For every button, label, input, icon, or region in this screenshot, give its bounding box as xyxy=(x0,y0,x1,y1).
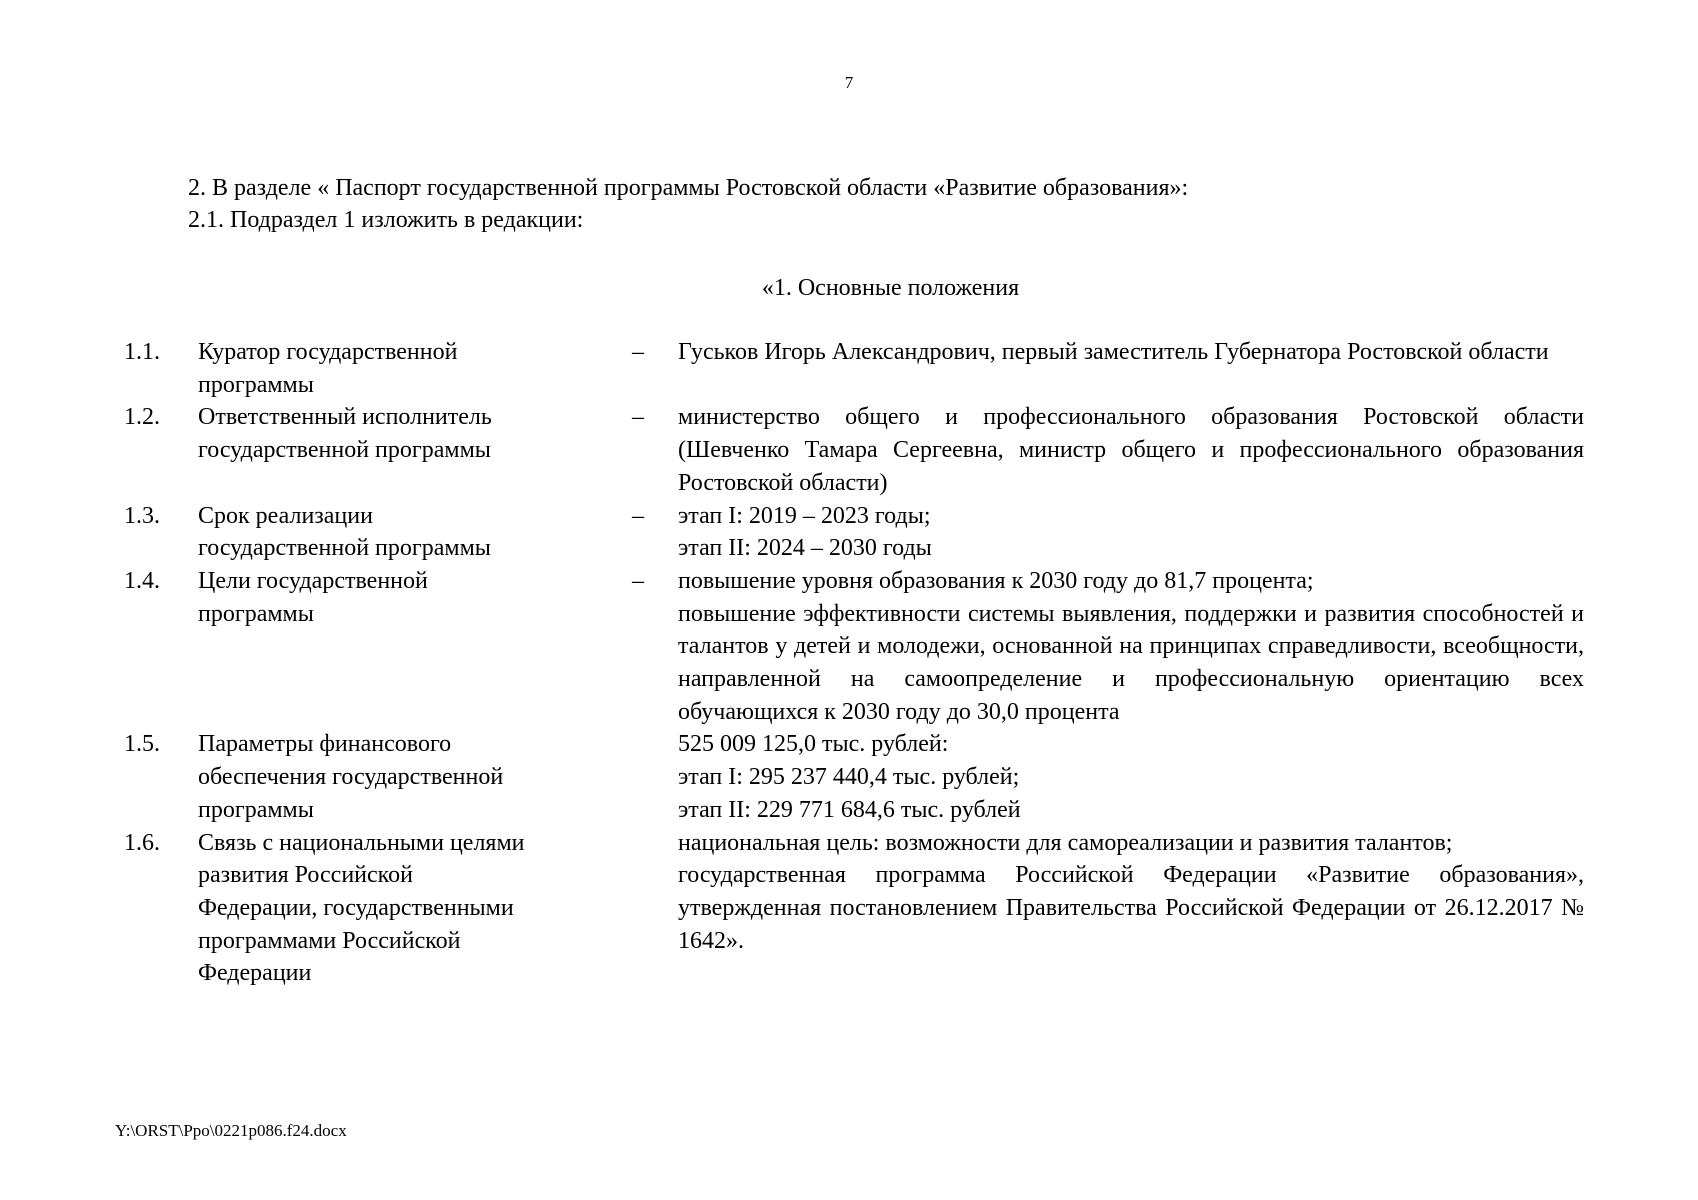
row-value-paragraph: Гуськов Игорь Александрович, первый заместитель Губернатора Ростовской области xyxy=(678,339,1549,365)
row-value-paragraph: этап I: 2019 – 2023 годы; xyxy=(678,502,931,529)
row-value xyxy=(678,500,1584,565)
row-label xyxy=(198,827,630,991)
row-label xyxy=(198,401,630,466)
row-number: 1.2. xyxy=(124,404,160,431)
intro-line-2: 2.1. Подраздел 1 изложить в редакции: xyxy=(188,207,584,233)
row-label-line: Связь с национальными целями xyxy=(198,829,525,856)
passport-row-1-3 xyxy=(124,500,1584,565)
row-label-line: Федерации, государственными xyxy=(198,894,514,921)
row-label xyxy=(198,728,630,826)
row-number: 1.1. xyxy=(124,339,160,365)
row-label xyxy=(198,565,630,630)
row-value-paragraph: этап I: 295 237 440,4 тыс. рублей; xyxy=(678,764,1020,791)
row-label-line: Куратор государственной xyxy=(198,339,458,365)
section-heading: «1. Основные положения xyxy=(761,275,1020,301)
passport-table xyxy=(124,336,1584,990)
row-number: 1.3. xyxy=(124,502,160,529)
row-label-line: государственной программы xyxy=(198,535,491,562)
passport-row-1-2 xyxy=(124,401,1584,499)
row-label-line: Федерации xyxy=(198,960,312,987)
row-number: 1.4. xyxy=(124,567,160,594)
row-dash: – xyxy=(632,502,644,529)
row-label-line: развития Российской xyxy=(198,862,413,889)
row-value-paragraph: этап II: 229 771 684,6 тыс. рублей xyxy=(678,796,1021,823)
row-label xyxy=(198,500,630,565)
row-dash: – xyxy=(632,339,644,365)
row-label-line: Ответственный исполнитель xyxy=(198,404,492,431)
row-value-paragraph: национальная цель: возможности для самореализации и развития талантов; xyxy=(678,829,1453,856)
row-dash: – xyxy=(632,567,644,594)
passport-row-1-4 xyxy=(124,565,1584,729)
row-value xyxy=(678,336,1584,369)
passport-row-1-6 xyxy=(124,827,1584,991)
row-number: 1.6. xyxy=(124,829,160,856)
row-value xyxy=(678,827,1584,958)
row-label-line: обеспечения государственной xyxy=(198,764,504,791)
row-value xyxy=(678,401,1584,499)
row-value-paragraph: повышение уровня образования к 2030 году до 81,7 процента; xyxy=(678,567,1314,594)
row-label-line: программы xyxy=(198,796,314,823)
row-label-line: программы xyxy=(198,600,314,627)
row-label-line: программами Российской xyxy=(198,927,461,954)
intro-line-1: 2. В разделе « Паспорт государственной программы Ростовской области «Развитие образования»: xyxy=(188,175,1189,201)
row-value-paragraph: повышение эффективности системы выявления, поддержки и развития способностей и талантов у детей и молодежи, основанной на принципах справедливости, всеобщности, направленной на самоопределение и профессиональную ориентацию всех обучающихся к 2030 году до 30,0 процента xyxy=(678,600,1584,725)
passport-row-1-5 xyxy=(124,728,1584,826)
row-value-paragraph: 525 009 125,0 тыс. рублей: xyxy=(678,731,949,758)
row-label-line: Цели государственной xyxy=(198,567,428,594)
row-value-paragraph: министерство общего и профессионального образования Ростовской области (Шевченко Тамара Сергеевна, министр общего и профессионального образования Ростовской области) xyxy=(678,404,1584,496)
passport-row-1-1 xyxy=(124,336,1584,401)
footer-file-path: Y:\ORST\Ppo\0221p086.f24.docx xyxy=(115,1121,347,1140)
row-value-paragraph: этап II: 2024 – 2030 годы xyxy=(678,535,932,562)
row-value-paragraph: государственная программа Российской Федерации «Развитие образования», утвержденная постановлением Правительства Российской Федерации от 26.12.2017 № 1642». xyxy=(678,862,1584,954)
row-number: 1.5. xyxy=(124,731,160,758)
row-label-line: государственной программы xyxy=(198,437,491,464)
row-label-line: Параметры финансового xyxy=(198,731,452,758)
row-label-line: Срок реализации xyxy=(198,502,373,529)
page-number: 7 xyxy=(844,73,854,92)
row-value xyxy=(678,728,1584,826)
row-label-line: программы xyxy=(198,371,314,398)
row-value xyxy=(678,565,1584,729)
row-label xyxy=(198,336,630,401)
row-dash: – xyxy=(632,404,644,431)
